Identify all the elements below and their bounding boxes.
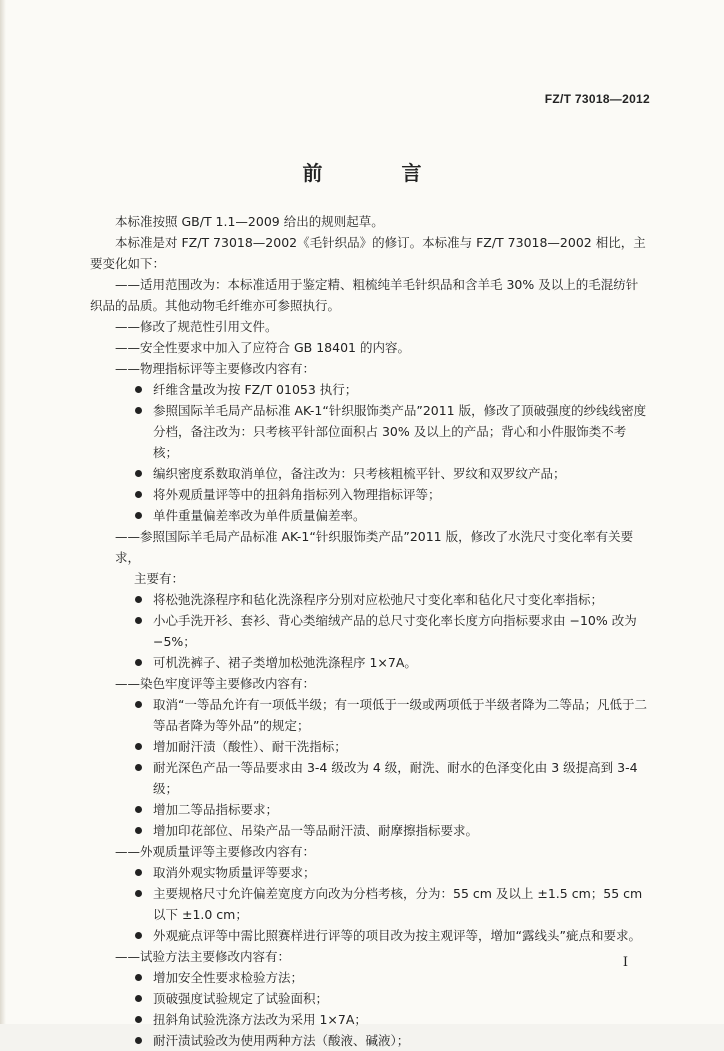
bullet-text: 增加安全性要求检验方法； bbox=[153, 970, 304, 985]
bullet-text: 将松弛洗涤程序和毡化洗涤程序分别对应松弛尺寸变化率和毡化尺寸变化率指标； bbox=[153, 592, 604, 607]
bullet-item bbox=[90, 757, 650, 799]
bullet-text: 纤维含量改为按 FZ/T 01053 执行； bbox=[153, 382, 358, 397]
bullet-item bbox=[90, 379, 650, 400]
dash-item: ——外观质量评等主要修改内容有： bbox=[115, 844, 316, 859]
bullet-text: 外观疵点评等中需比照赛样进行评等的项目改为按主观评等，增加“露线头”疵点和要求。 bbox=[153, 928, 641, 943]
bullet-dot-icon bbox=[135, 659, 142, 666]
dash-item: ——适用范围改为：本标准适用于鉴定精、粗梳纯羊毛针织品和含羊毛 30% 及以上的毛混纺针织品的品质。其他动物毛纤维亦可参照执行。 bbox=[90, 277, 639, 313]
bullet-text: 可机洗裤子、裙子类增加松弛洗涤程序 1×7A。 bbox=[153, 655, 417, 670]
bullet-dot-icon bbox=[135, 974, 142, 981]
bullet-dot-icon bbox=[135, 827, 142, 834]
bullet-dot-icon bbox=[135, 806, 142, 813]
bullet-dot-icon bbox=[135, 764, 142, 771]
bullet-item bbox=[90, 736, 650, 757]
bullet-item bbox=[90, 694, 650, 736]
bullet-item bbox=[90, 883, 650, 925]
bullet-item bbox=[90, 400, 650, 463]
bullet-item bbox=[90, 505, 650, 526]
bullet-text: 增加印花部位、吊染产品一等品耐汗渍、耐摩擦指标要求。 bbox=[153, 823, 479, 838]
bullet-dot-icon bbox=[135, 995, 142, 1002]
bullet-item bbox=[90, 1030, 650, 1051]
bullet-text: 顶破强度试验规定了试验面积； bbox=[153, 991, 329, 1006]
bullet-text: 增加二等品指标要求； bbox=[153, 802, 279, 817]
bullet-item bbox=[90, 925, 650, 946]
bullet-text: 主要规格尺寸允许偏差宽度方向改为分档考核，分为：55 cm 及以上 ±1.5 cm；55 cm 以下 ±1.0 cm； bbox=[153, 886, 643, 922]
dash-item-continuation: 主要有： bbox=[134, 571, 185, 586]
bullet-text: 单件重量偏差率改为单件质量偏差率。 bbox=[153, 508, 366, 523]
bullet-item bbox=[90, 652, 650, 673]
bullet-dot-icon bbox=[135, 386, 142, 393]
foreword-body bbox=[90, 211, 650, 1051]
bullet-text: 编织密度系数取消单位，备注改为：只考核粗梳平针、罗纹和双罗纹产品； bbox=[153, 466, 566, 481]
bullet-dot-icon bbox=[135, 869, 142, 876]
standard-code: FZ/T 73018—2012 bbox=[544, 92, 650, 106]
bullet-text: 耐汗渍试验改为使用两种方法（酸液、碱液）； bbox=[153, 1033, 410, 1048]
bullet-text: 取消外观实物质量评等要求； bbox=[153, 865, 316, 880]
bullet-item bbox=[90, 610, 650, 652]
bullet-item bbox=[90, 1009, 650, 1030]
dash-item: ——修改了规范性引用文件。 bbox=[115, 319, 278, 334]
bullet-item bbox=[90, 484, 650, 505]
dash-item: ——试验方法主要修改内容有： bbox=[115, 949, 291, 964]
bullet-dot-icon bbox=[135, 701, 142, 708]
bullet-dot-icon bbox=[135, 596, 142, 603]
bullet-item bbox=[90, 820, 650, 841]
page-title: 前 言 bbox=[302, 161, 458, 185]
dash-item: ——物理指标评等主要修改内容有： bbox=[115, 361, 316, 376]
bullet-text: 扭斜角试验洗涤方法改为采用 1×7A； bbox=[153, 1012, 367, 1027]
dash-item: ——参照国际羊毛局产品标准 AK-1“针织服饰类产品”2011 版，修改了水洗尺寸变化率有关要求， bbox=[115, 529, 634, 565]
bullet-item bbox=[90, 799, 650, 820]
bullet-dot-icon bbox=[135, 512, 142, 519]
bullet-dot-icon bbox=[135, 743, 142, 750]
bullet-text: 将外观质量评等中的扭斜角指标列入物理指标评等； bbox=[153, 487, 441, 502]
bullet-text: 参照国际羊毛局产品标准 AK-1“针织服饰类产品”2011 版，修改了顶破强度的纱线线密度分档，备注改为：只考核平针部位面积占 30% 及以上的产品；背心和小件服饰类不考核； bbox=[153, 403, 647, 460]
bullet-dot-icon bbox=[135, 1037, 142, 1044]
scan-edge bbox=[0, 0, 6, 1024]
bullet-dot-icon bbox=[135, 932, 142, 939]
bullet-dot-icon bbox=[135, 890, 142, 897]
bullet-dot-icon bbox=[135, 491, 142, 498]
bullet-item bbox=[90, 589, 650, 610]
bullet-item bbox=[90, 988, 650, 1009]
bullet-item bbox=[90, 463, 650, 484]
page-number: I bbox=[622, 955, 628, 970]
bullet-dot-icon bbox=[135, 617, 142, 624]
dash-item: ——安全性要求中加入了应符合 GB 18401 的内容。 bbox=[115, 340, 410, 355]
paragraph: 本标准是对 FZ/T 73018—2002《毛针织品》的修订。本标准与 FZ/T 73018—2002 相比，主要变化如下： bbox=[90, 235, 646, 271]
bullet-dot-icon bbox=[135, 1016, 142, 1023]
dash-item: ——染色牢度评等主要修改内容有： bbox=[115, 676, 316, 691]
paragraph: 本标准按照 GB/T 1.1—2009 给出的规则起草。 bbox=[115, 214, 384, 229]
bullet-text: 取消“一等品允许有一项低半级；有一项低于一级或两项低于半级者降为二等品；凡低于二等品者降为等外品”的规定； bbox=[153, 697, 647, 733]
bullet-text: 增加耐汗渍（酸性）、耐干洗指标； bbox=[153, 739, 347, 754]
bullet-text: 耐光深色产品一等品要求由 3-4 级改为 4 级，耐洗、耐水的色泽变化由 3 级提高到 3-4 级； bbox=[153, 760, 638, 796]
bullet-item bbox=[90, 862, 650, 883]
bullet-dot-icon bbox=[135, 470, 142, 477]
bullet-dot-icon bbox=[135, 407, 142, 414]
bullet-item bbox=[90, 967, 650, 988]
bullet-text: 小心手洗开衫、套衫、背心类缩绒产品的总尺寸变化率长度方向指标要求由 −10% 改为 −5%； bbox=[153, 613, 637, 649]
